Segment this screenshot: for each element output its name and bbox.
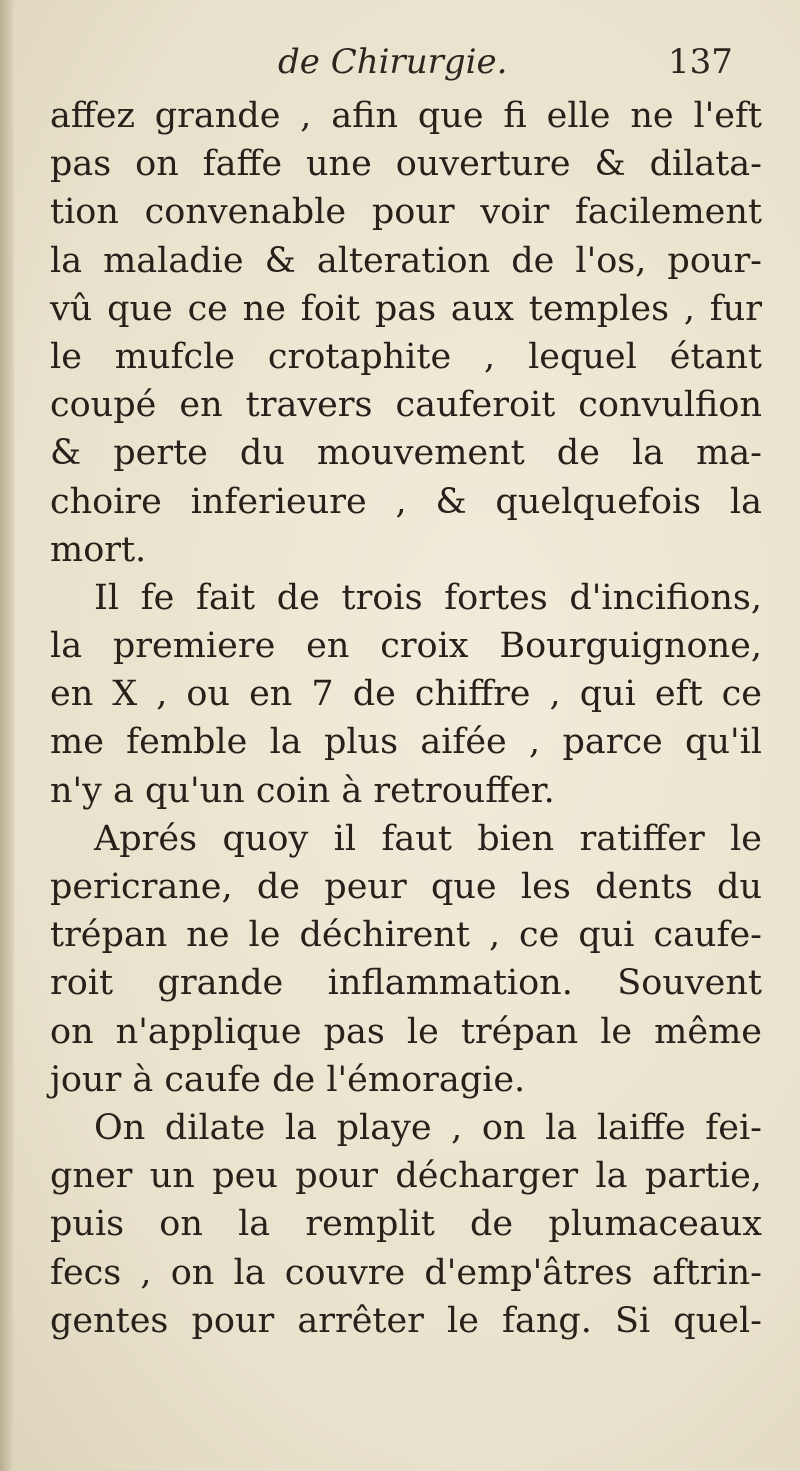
running-title: de Chirurgie.: [278, 42, 508, 82]
text-line: trépan ne le déchirent , ce qui caufe-: [50, 915, 762, 956]
text-line: on n'applique pas le trépan le même: [50, 1011, 762, 1052]
paragraph-start-line: Aprés quoy il faut bien ratiffer le: [94, 818, 762, 859]
text-line: gner un peu pour décharger la partie,: [50, 1156, 762, 1197]
text-line: & perte du mouvement de la ma-: [50, 433, 762, 474]
text-line: pericrane, de peur que les dents du: [50, 867, 762, 907]
text-line: puis on la remplit de plumaceaux: [50, 1204, 762, 1245]
text-line: le mufcle crotaphite , lequel étant: [50, 336, 762, 377]
text-line: vû que ce ne foit pas aux temples , fur: [50, 288, 762, 329]
text-line: n'y a qu'un coin à retrouffer.: [50, 770, 555, 811]
paragraph-start-line: On dilate la playe , on la laiffe fei-: [94, 1107, 762, 1148]
text-line: en X , ou en 7 de chiffre , qui eft ce: [50, 674, 762, 715]
text-line: roit grande inflammation. Souvent: [50, 963, 762, 1004]
text-line: tion convenable pour voir facilement: [50, 192, 762, 233]
page-number: 137: [668, 42, 733, 82]
paragraph-start-line: Il fe fait de trois fortes d'incifions,: [94, 577, 762, 618]
page-gutter-shadow: [0, 0, 14, 1471]
text-line: pas on faffe une ouverture & dilata-: [50, 144, 762, 185]
text-line: jour à caufe de l'émoragie.: [50, 1059, 526, 1100]
text-line: la premiere en croix Bourguignone,: [50, 626, 762, 667]
text-line: mort.: [50, 529, 147, 570]
body-text: [50, 92, 762, 1345]
text-line: choire inferieure , & quelquefois la: [50, 481, 762, 522]
text-line: la maladie & alteration de l'os, pour-: [50, 240, 762, 281]
text-line: coupé en travers cauferoit convulfion: [50, 385, 762, 426]
text-line: me femble la plus aifée , parce qu'il: [50, 722, 762, 763]
text-line: fecs , on la couvre d'emp'âtres aftrin-: [50, 1252, 762, 1293]
text-line: gentes pour arrêter le fang. Si quel-: [50, 1300, 762, 1341]
text-line: affez grande , afin que fi elle ne l'eft: [50, 96, 762, 136]
